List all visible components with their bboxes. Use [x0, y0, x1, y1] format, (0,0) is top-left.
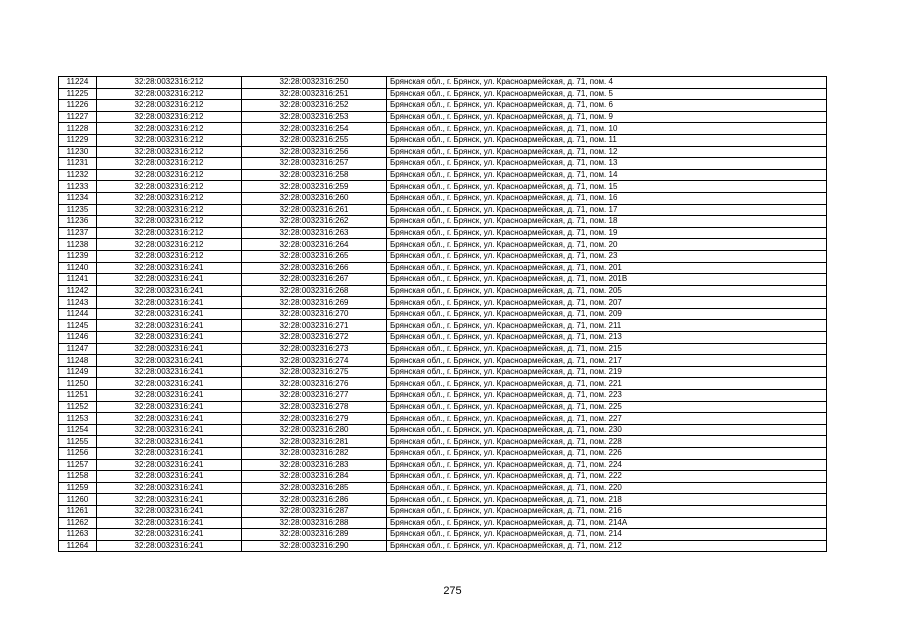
parent-cadastral-number-cell: 32:28:0032316:241: [97, 505, 242, 517]
row-number-cell: 11254: [59, 424, 97, 436]
cadastral-number-cell: 32:28:0032316:276: [242, 378, 387, 390]
row-number-cell: 11231: [59, 158, 97, 170]
parent-cadastral-number-cell: 32:28:0032316:241: [97, 320, 242, 332]
table-row: [59, 413, 827, 425]
row-number-cell: 11256: [59, 448, 97, 460]
parent-cadastral-number-cell: 32:28:0032316:241: [97, 436, 242, 448]
row-number-cell: 11242: [59, 285, 97, 297]
row-number-cell: 11236: [59, 216, 97, 228]
address-cell: Брянская обл., г. Брянск, ул. Красноармейская, д. 71, пом. 214А: [387, 517, 827, 529]
cadastral-number-cell: 32:28:0032316:259: [242, 181, 387, 193]
address-cell: Брянская обл., г. Брянск, ул. Красноармейская, д. 71, пом. 19: [387, 227, 827, 239]
cadastral-number-cell: 32:28:0032316:281: [242, 436, 387, 448]
parent-cadastral-number-cell: 32:28:0032316:241: [97, 366, 242, 378]
cadastral-number-cell: 32:28:0032316:288: [242, 517, 387, 529]
parent-cadastral-number-cell: 32:28:0032316:241: [97, 343, 242, 355]
page-number: 275: [443, 585, 462, 597]
table-row: [59, 540, 827, 552]
table-row: [59, 262, 827, 274]
cadastral-number-cell: 32:28:0032316:287: [242, 505, 387, 517]
row-number-cell: 11241: [59, 274, 97, 286]
cadastral-number-cell: 32:28:0032316:255: [242, 134, 387, 146]
cadastral-number-cell: 32:28:0032316:275: [242, 366, 387, 378]
cadastral-number-cell: 32:28:0032316:258: [242, 169, 387, 181]
parent-cadastral-number-cell: 32:28:0032316:241: [97, 413, 242, 425]
parent-cadastral-number-cell: 32:28:0032316:241: [97, 448, 242, 460]
table-row: [59, 216, 827, 228]
cadastral-number-cell: 32:28:0032316:283: [242, 459, 387, 471]
address-cell: Брянская обл., г. Брянск, ул. Красноармейская, д. 71, пом. 226: [387, 448, 827, 460]
table-row: [59, 320, 827, 332]
row-number-cell: 11262: [59, 517, 97, 529]
table-row: [59, 401, 827, 413]
row-number-cell: 11232: [59, 169, 97, 181]
address-cell: Брянская обл., г. Брянск, ул. Красноармейская, д. 71, пом. 218: [387, 494, 827, 506]
address-cell: Брянская обл., г. Брянск, ул. Красноармейская, д. 71, пом. 201: [387, 262, 827, 274]
parent-cadastral-number-cell: 32:28:0032316:241: [97, 494, 242, 506]
table-row: [59, 366, 827, 378]
parent-cadastral-number-cell: 32:28:0032316:241: [97, 274, 242, 286]
address-cell: Брянская обл., г. Брянск, ул. Красноармейская, д. 71, пом. 20: [387, 239, 827, 251]
parent-cadastral-number-cell: 32:28:0032316:241: [97, 424, 242, 436]
registry-table: [58, 76, 827, 552]
address-cell: Брянская обл., г. Брянск, ул. Красноармейская, д. 71, пом. 10: [387, 123, 827, 135]
table-row: [59, 274, 827, 286]
row-number-cell: 11230: [59, 146, 97, 158]
address-cell: Брянская обл., г. Брянск, ул. Красноармейская, д. 71, пом. 221: [387, 378, 827, 390]
row-number-cell: 11237: [59, 227, 97, 239]
table-row: [59, 448, 827, 460]
table-row: [59, 169, 827, 181]
cadastral-number-cell: 32:28:0032316:267: [242, 274, 387, 286]
address-cell: Брянская обл., г. Брянск, ул. Красноармейская, д. 71, пом. 6: [387, 100, 827, 112]
table-row: [59, 378, 827, 390]
address-cell: Брянская обл., г. Брянск, ул. Красноармейская, д. 71, пом. 227: [387, 413, 827, 425]
row-number-cell: 11226: [59, 100, 97, 112]
parent-cadastral-number-cell: 32:28:0032316:241: [97, 297, 242, 309]
row-number-cell: 11261: [59, 505, 97, 517]
parent-cadastral-number-cell: 32:28:0032316:212: [97, 227, 242, 239]
parent-cadastral-number-cell: 32:28:0032316:241: [97, 482, 242, 494]
row-number-cell: 11263: [59, 529, 97, 541]
address-cell: Брянская обл., г. Брянск, ул. Красноармейская, д. 71, пом. 201В: [387, 274, 827, 286]
row-number-cell: 11260: [59, 494, 97, 506]
table-row: [59, 332, 827, 344]
row-number-cell: 11243: [59, 297, 97, 309]
row-number-cell: 11251: [59, 390, 97, 402]
cadastral-number-cell: 32:28:0032316:263: [242, 227, 387, 239]
cadastral-number-cell: 32:28:0032316:284: [242, 471, 387, 483]
row-number-cell: 11258: [59, 471, 97, 483]
cadastral-number-cell: 32:28:0032316:289: [242, 529, 387, 541]
cadastral-number-cell: 32:28:0032316:271: [242, 320, 387, 332]
table-row: [59, 250, 827, 262]
parent-cadastral-number-cell: 32:28:0032316:241: [97, 378, 242, 390]
table-row: [59, 100, 827, 112]
row-number-cell: 11259: [59, 482, 97, 494]
row-number-cell: 11248: [59, 355, 97, 367]
parent-cadastral-number-cell: 32:28:0032316:212: [97, 216, 242, 228]
parent-cadastral-number-cell: 32:28:0032316:241: [97, 540, 242, 552]
table-row: [59, 192, 827, 204]
address-cell: Брянская обл., г. Брянск, ул. Красноармейская, д. 71, пом. 15: [387, 181, 827, 193]
address-cell: Брянская обл., г. Брянск, ул. Красноармейская, д. 71, пом. 212: [387, 540, 827, 552]
row-number-cell: 11255: [59, 436, 97, 448]
address-cell: Брянская обл., г. Брянск, ул. Красноармейская, д. 71, пом. 216: [387, 505, 827, 517]
parent-cadastral-number-cell: 32:28:0032316:212: [97, 77, 242, 89]
row-number-cell: 11249: [59, 366, 97, 378]
parent-cadastral-number-cell: 32:28:0032316:212: [97, 88, 242, 100]
table-row: [59, 134, 827, 146]
registry-table-body: [59, 77, 827, 552]
cadastral-number-cell: 32:28:0032316:252: [242, 100, 387, 112]
address-cell: Брянская обл., г. Брянск, ул. Красноармейская, д. 71, пом. 223: [387, 390, 827, 402]
parent-cadastral-number-cell: 32:28:0032316:212: [97, 204, 242, 216]
table-row: [59, 529, 827, 541]
address-cell: Брянская обл., г. Брянск, ул. Красноармейская, д. 71, пом. 12: [387, 146, 827, 158]
row-number-cell: 11252: [59, 401, 97, 413]
address-cell: Брянская обл., г. Брянск, ул. Красноармейская, д. 71, пом. 9: [387, 111, 827, 123]
parent-cadastral-number-cell: 32:28:0032316:241: [97, 308, 242, 320]
cadastral-number-cell: 32:28:0032316:273: [242, 343, 387, 355]
address-cell: Брянская обл., г. Брянск, ул. Красноармейская, д. 71, пом. 17: [387, 204, 827, 216]
row-number-cell: 11264: [59, 540, 97, 552]
parent-cadastral-number-cell: 32:28:0032316:241: [97, 459, 242, 471]
row-number-cell: 11225: [59, 88, 97, 100]
address-cell: Брянская обл., г. Брянск, ул. Красноармейская, д. 71, пом. 215: [387, 343, 827, 355]
row-number-cell: 11257: [59, 459, 97, 471]
cadastral-number-cell: 32:28:0032316:274: [242, 355, 387, 367]
address-cell: Брянская обл., г. Брянск, ул. Красноармейская, д. 71, пом. 13: [387, 158, 827, 170]
cadastral-number-cell: 32:28:0032316:260: [242, 192, 387, 204]
parent-cadastral-number-cell: 32:28:0032316:241: [97, 285, 242, 297]
table-row: [59, 482, 827, 494]
parent-cadastral-number-cell: 32:28:0032316:212: [97, 158, 242, 170]
cadastral-number-cell: 32:28:0032316:280: [242, 424, 387, 436]
table-row: [59, 88, 827, 100]
address-cell: Брянская обл., г. Брянск, ул. Красноармейская, д. 71, пом. 5: [387, 88, 827, 100]
parent-cadastral-number-cell: 32:28:0032316:212: [97, 146, 242, 158]
cadastral-number-cell: 32:28:0032316:261: [242, 204, 387, 216]
cadastral-number-cell: 32:28:0032316:282: [242, 448, 387, 460]
table-row: [59, 146, 827, 158]
cadastral-number-cell: 32:28:0032316:286: [242, 494, 387, 506]
table-row: [59, 355, 827, 367]
address-cell: Брянская обл., г. Брянск, ул. Красноармейская, д. 71, пом. 23: [387, 250, 827, 262]
table-row: [59, 471, 827, 483]
address-cell: Брянская обл., г. Брянск, ул. Красноармейская, д. 71, пом. 230: [387, 424, 827, 436]
parent-cadastral-number-cell: 32:28:0032316:241: [97, 390, 242, 402]
cadastral-number-cell: 32:28:0032316:270: [242, 308, 387, 320]
cadastral-number-cell: 32:28:0032316:272: [242, 332, 387, 344]
parent-cadastral-number-cell: 32:28:0032316:212: [97, 181, 242, 193]
address-cell: Брянская обл., г. Брянск, ул. Красноармейская, д. 71, пом. 214: [387, 529, 827, 541]
table-row: [59, 505, 827, 517]
parent-cadastral-number-cell: 32:28:0032316:212: [97, 134, 242, 146]
cadastral-number-cell: 32:28:0032316:262: [242, 216, 387, 228]
row-number-cell: 11253: [59, 413, 97, 425]
parent-cadastral-number-cell: 32:28:0032316:212: [97, 100, 242, 112]
address-cell: Брянская обл., г. Брянск, ул. Красноармейская, д. 71, пом. 217: [387, 355, 827, 367]
row-number-cell: 11247: [59, 343, 97, 355]
cadastral-number-cell: 32:28:0032316:256: [242, 146, 387, 158]
cadastral-number-cell: 32:28:0032316:278: [242, 401, 387, 413]
cadastral-number-cell: 32:28:0032316:265: [242, 250, 387, 262]
row-number-cell: 11227: [59, 111, 97, 123]
row-number-cell: 11238: [59, 239, 97, 251]
parent-cadastral-number-cell: 32:28:0032316:241: [97, 401, 242, 413]
parent-cadastral-number-cell: 32:28:0032316:212: [97, 123, 242, 135]
address-cell: Брянская обл., г. Брянск, ул. Красноармейская, д. 71, пом. 224: [387, 459, 827, 471]
cadastral-number-cell: 32:28:0032316:290: [242, 540, 387, 552]
address-cell: Брянская обл., г. Брянск, ул. Красноармейская, д. 71, пом. 222: [387, 471, 827, 483]
cadastral-number-cell: 32:28:0032316:279: [242, 413, 387, 425]
parent-cadastral-number-cell: 32:28:0032316:241: [97, 529, 242, 541]
row-number-cell: 11234: [59, 192, 97, 204]
table-row: [59, 459, 827, 471]
table-row: [59, 424, 827, 436]
cadastral-number-cell: 32:28:0032316:253: [242, 111, 387, 123]
table-row: [59, 123, 827, 135]
table-row: [59, 239, 827, 251]
row-number-cell: 11240: [59, 262, 97, 274]
parent-cadastral-number-cell: 32:28:0032316:212: [97, 111, 242, 123]
parent-cadastral-number-cell: 32:28:0032316:212: [97, 169, 242, 181]
cadastral-number-cell: 32:28:0032316:250: [242, 77, 387, 89]
table-row: [59, 111, 827, 123]
cadastral-number-cell: 32:28:0032316:257: [242, 158, 387, 170]
table-row: [59, 158, 827, 170]
address-cell: Брянская обл., г. Брянск, ул. Красноармейская, д. 71, пом. 225: [387, 401, 827, 413]
row-number-cell: 11246: [59, 332, 97, 344]
row-number-cell: 11228: [59, 123, 97, 135]
address-cell: Брянская обл., г. Брянск, ул. Красноармейская, д. 71, пом. 205: [387, 285, 827, 297]
table-row: [59, 517, 827, 529]
row-number-cell: 11233: [59, 181, 97, 193]
table-row: [59, 181, 827, 193]
address-cell: Брянская обл., г. Брянск, ул. Красноармейская, д. 71, пом. 11: [387, 134, 827, 146]
address-cell: Брянская обл., г. Брянск, ул. Красноармейская, д. 71, пом. 228: [387, 436, 827, 448]
table-row: [59, 285, 827, 297]
parent-cadastral-number-cell: 32:28:0032316:241: [97, 355, 242, 367]
address-cell: Брянская обл., г. Брянск, ул. Красноармейская, д. 71, пом. 207: [387, 297, 827, 309]
address-cell: Брянская обл., г. Брянск, ул. Красноармейская, д. 71, пом. 18: [387, 216, 827, 228]
table-row: [59, 494, 827, 506]
cadastral-number-cell: 32:28:0032316:285: [242, 482, 387, 494]
table-row: [59, 390, 827, 402]
row-number-cell: 11244: [59, 308, 97, 320]
cadastral-number-cell: 32:28:0032316:251: [242, 88, 387, 100]
cadastral-number-cell: 32:28:0032316:268: [242, 285, 387, 297]
row-number-cell: 11229: [59, 134, 97, 146]
cadastral-number-cell: 32:28:0032316:266: [242, 262, 387, 274]
address-cell: Брянская обл., г. Брянск, ул. Красноармейская, д. 71, пом. 213: [387, 332, 827, 344]
parent-cadastral-number-cell: 32:28:0032316:212: [97, 250, 242, 262]
row-number-cell: 11235: [59, 204, 97, 216]
table-row: [59, 77, 827, 89]
table-row: [59, 436, 827, 448]
cadastral-number-cell: 32:28:0032316:254: [242, 123, 387, 135]
table-row: [59, 308, 827, 320]
parent-cadastral-number-cell: 32:28:0032316:241: [97, 471, 242, 483]
parent-cadastral-number-cell: 32:28:0032316:212: [97, 239, 242, 251]
address-cell: Брянская обл., г. Брянск, ул. Красноармейская, д. 71, пом. 220: [387, 482, 827, 494]
parent-cadastral-number-cell: 32:28:0032316:241: [97, 332, 242, 344]
parent-cadastral-number-cell: 32:28:0032316:212: [97, 192, 242, 204]
row-number-cell: 11250: [59, 378, 97, 390]
address-cell: Брянская обл., г. Брянск, ул. Красноармейская, д. 71, пом. 4: [387, 77, 827, 89]
address-cell: Брянская обл., г. Брянск, ул. Красноармейская, д. 71, пом. 219: [387, 366, 827, 378]
address-cell: Брянская обл., г. Брянск, ул. Красноармейская, д. 71, пом. 14: [387, 169, 827, 181]
parent-cadastral-number-cell: 32:28:0032316:241: [97, 517, 242, 529]
table-row: [59, 204, 827, 216]
address-cell: Брянская обл., г. Брянск, ул. Красноармейская, д. 71, пом. 211: [387, 320, 827, 332]
row-number-cell: 11239: [59, 250, 97, 262]
address-cell: Брянская обл., г. Брянск, ул. Красноармейская, д. 71, пом. 209: [387, 308, 827, 320]
cadastral-number-cell: 32:28:0032316:264: [242, 239, 387, 251]
address-cell: Брянская обл., г. Брянск, ул. Красноармейская, д. 71, пом. 16: [387, 192, 827, 204]
table-row: [59, 227, 827, 239]
row-number-cell: 11245: [59, 320, 97, 332]
parent-cadastral-number-cell: 32:28:0032316:241: [97, 262, 242, 274]
cadastral-number-cell: 32:28:0032316:277: [242, 390, 387, 402]
cadastral-number-cell: 32:28:0032316:269: [242, 297, 387, 309]
table-row: [59, 297, 827, 309]
table-row: [59, 343, 827, 355]
row-number-cell: 11224: [59, 77, 97, 89]
